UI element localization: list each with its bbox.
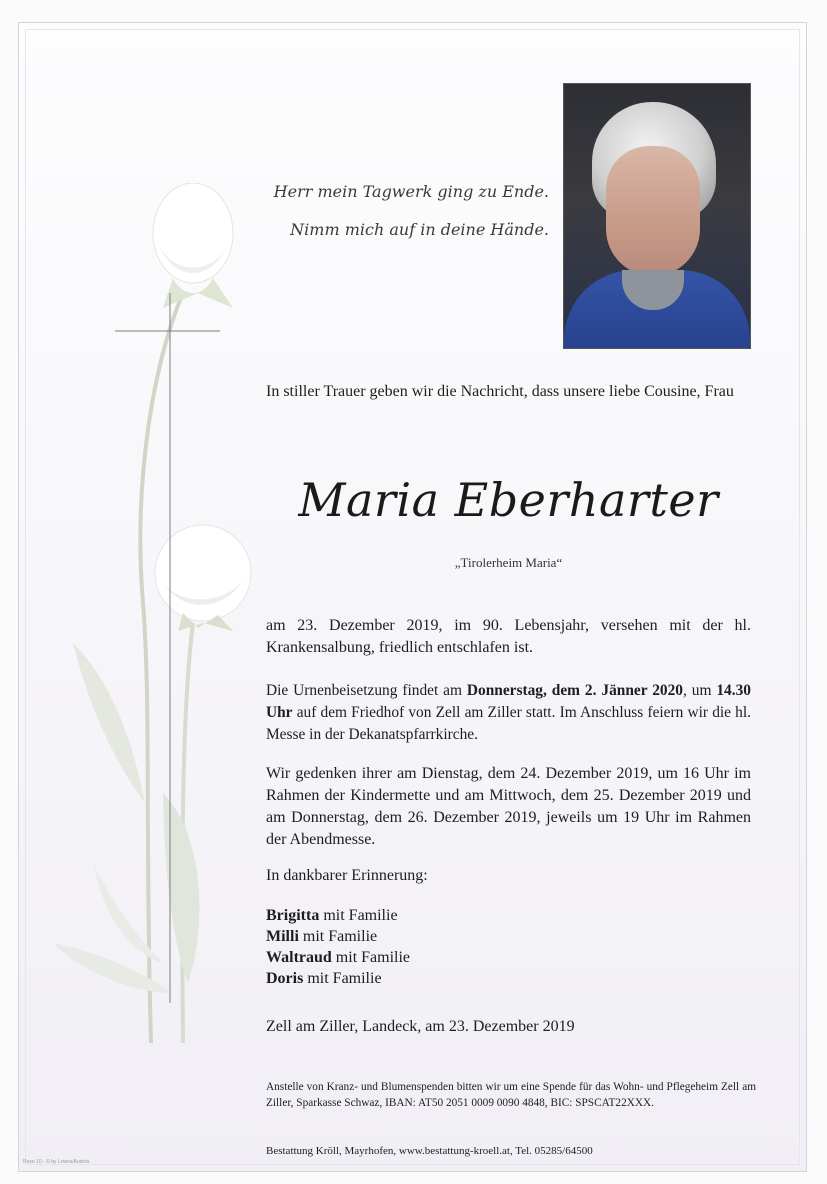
portrait-photo [563, 83, 751, 349]
bible-verse [249, 173, 549, 249]
funeral-date: Donnerstag, dem 2. Jänner 2020 [466, 682, 683, 699]
verse-line-1: Herr mein Tagwerk ging zu Ende. [273, 182, 549, 201]
mourner-entry: Waltraud mit Familie [266, 949, 411, 966]
gratitude-heading: In dankbarer Erinnerung: [266, 867, 428, 884]
nickname: „Tirolerheim Maria“ [454, 555, 563, 570]
rose-leaf [73, 643, 145, 803]
verse-line-2: Nimm mich auf in deine Hände. [290, 220, 549, 239]
funeral-text-1: Die Urnenbeisetzung findet am [266, 682, 467, 699]
rose-cross-decoration [33, 183, 273, 1063]
intro-text: In stiller Trauer geben wir die Nachricht, dass unsere liebe Cousine, Frau [266, 383, 734, 400]
mourners-list [266, 905, 751, 989]
funeral-details [266, 680, 751, 746]
mourner-entry: Milli mit Familie [266, 928, 378, 945]
donation-note: Anstelle von Kranz- und Blumenspenden bitten wir um eine Spende für das Wohn- und Pflegeheim Zell am Ziller, Sparkasse Schwaz, IBAN: AT50 2051 0009 0090 4848, BIC: SPSCAT22XXX. [266, 1081, 756, 1109]
rose-leaf [93, 863, 163, 963]
funeral-home-footer: Bestattung Kröll, Mayrhofen, www.bestattung-kroell.at, Tel. 05285/64500 [266, 1145, 593, 1157]
design-credit: Rose 10 - © by Lowes/Austria [23, 1159, 90, 1165]
funeral-time: 14.30 Uhr [266, 682, 751, 721]
mourner-entry: Doris mit Familie [266, 970, 382, 987]
rose-bloom-2 [155, 525, 251, 621]
obituary-card [18, 22, 807, 1172]
rose-leaf [53, 943, 173, 993]
funeral-text-3: auf dem Friedhof von Zell am Ziller statt. Im Anschluss feiern wir die hl. Messe in der Dekanatspfarrkirche. [266, 704, 751, 743]
remembrance-masses: Wir gedenken ihrer am Dienstag, dem 24. Dezember 2019, um 16 Uhr im Rahmen der Kindermette und am Mittwoch, dem 25. Dezember 2019 und am Donnerstag, dem 26. Dezember 2019, jeweils um 19 Uhr im Rahmen der Abendmesse. [266, 765, 751, 848]
death-notice: am 23. Dezember 2019, im 90. Lebensjahr, versehen mit der hl. Krankensalbung, friedlich entschlafen ist. [266, 617, 751, 656]
mourner-entry: Brigitta mit Familie [266, 907, 398, 924]
deceased-name: Maria Eberharter [298, 473, 719, 527]
rose-leaf [163, 793, 199, 983]
funeral-text-2: , um [682, 682, 717, 699]
place-and-date: Zell am Ziller, Landeck, am 23. Dezember 2019 [266, 1018, 575, 1035]
